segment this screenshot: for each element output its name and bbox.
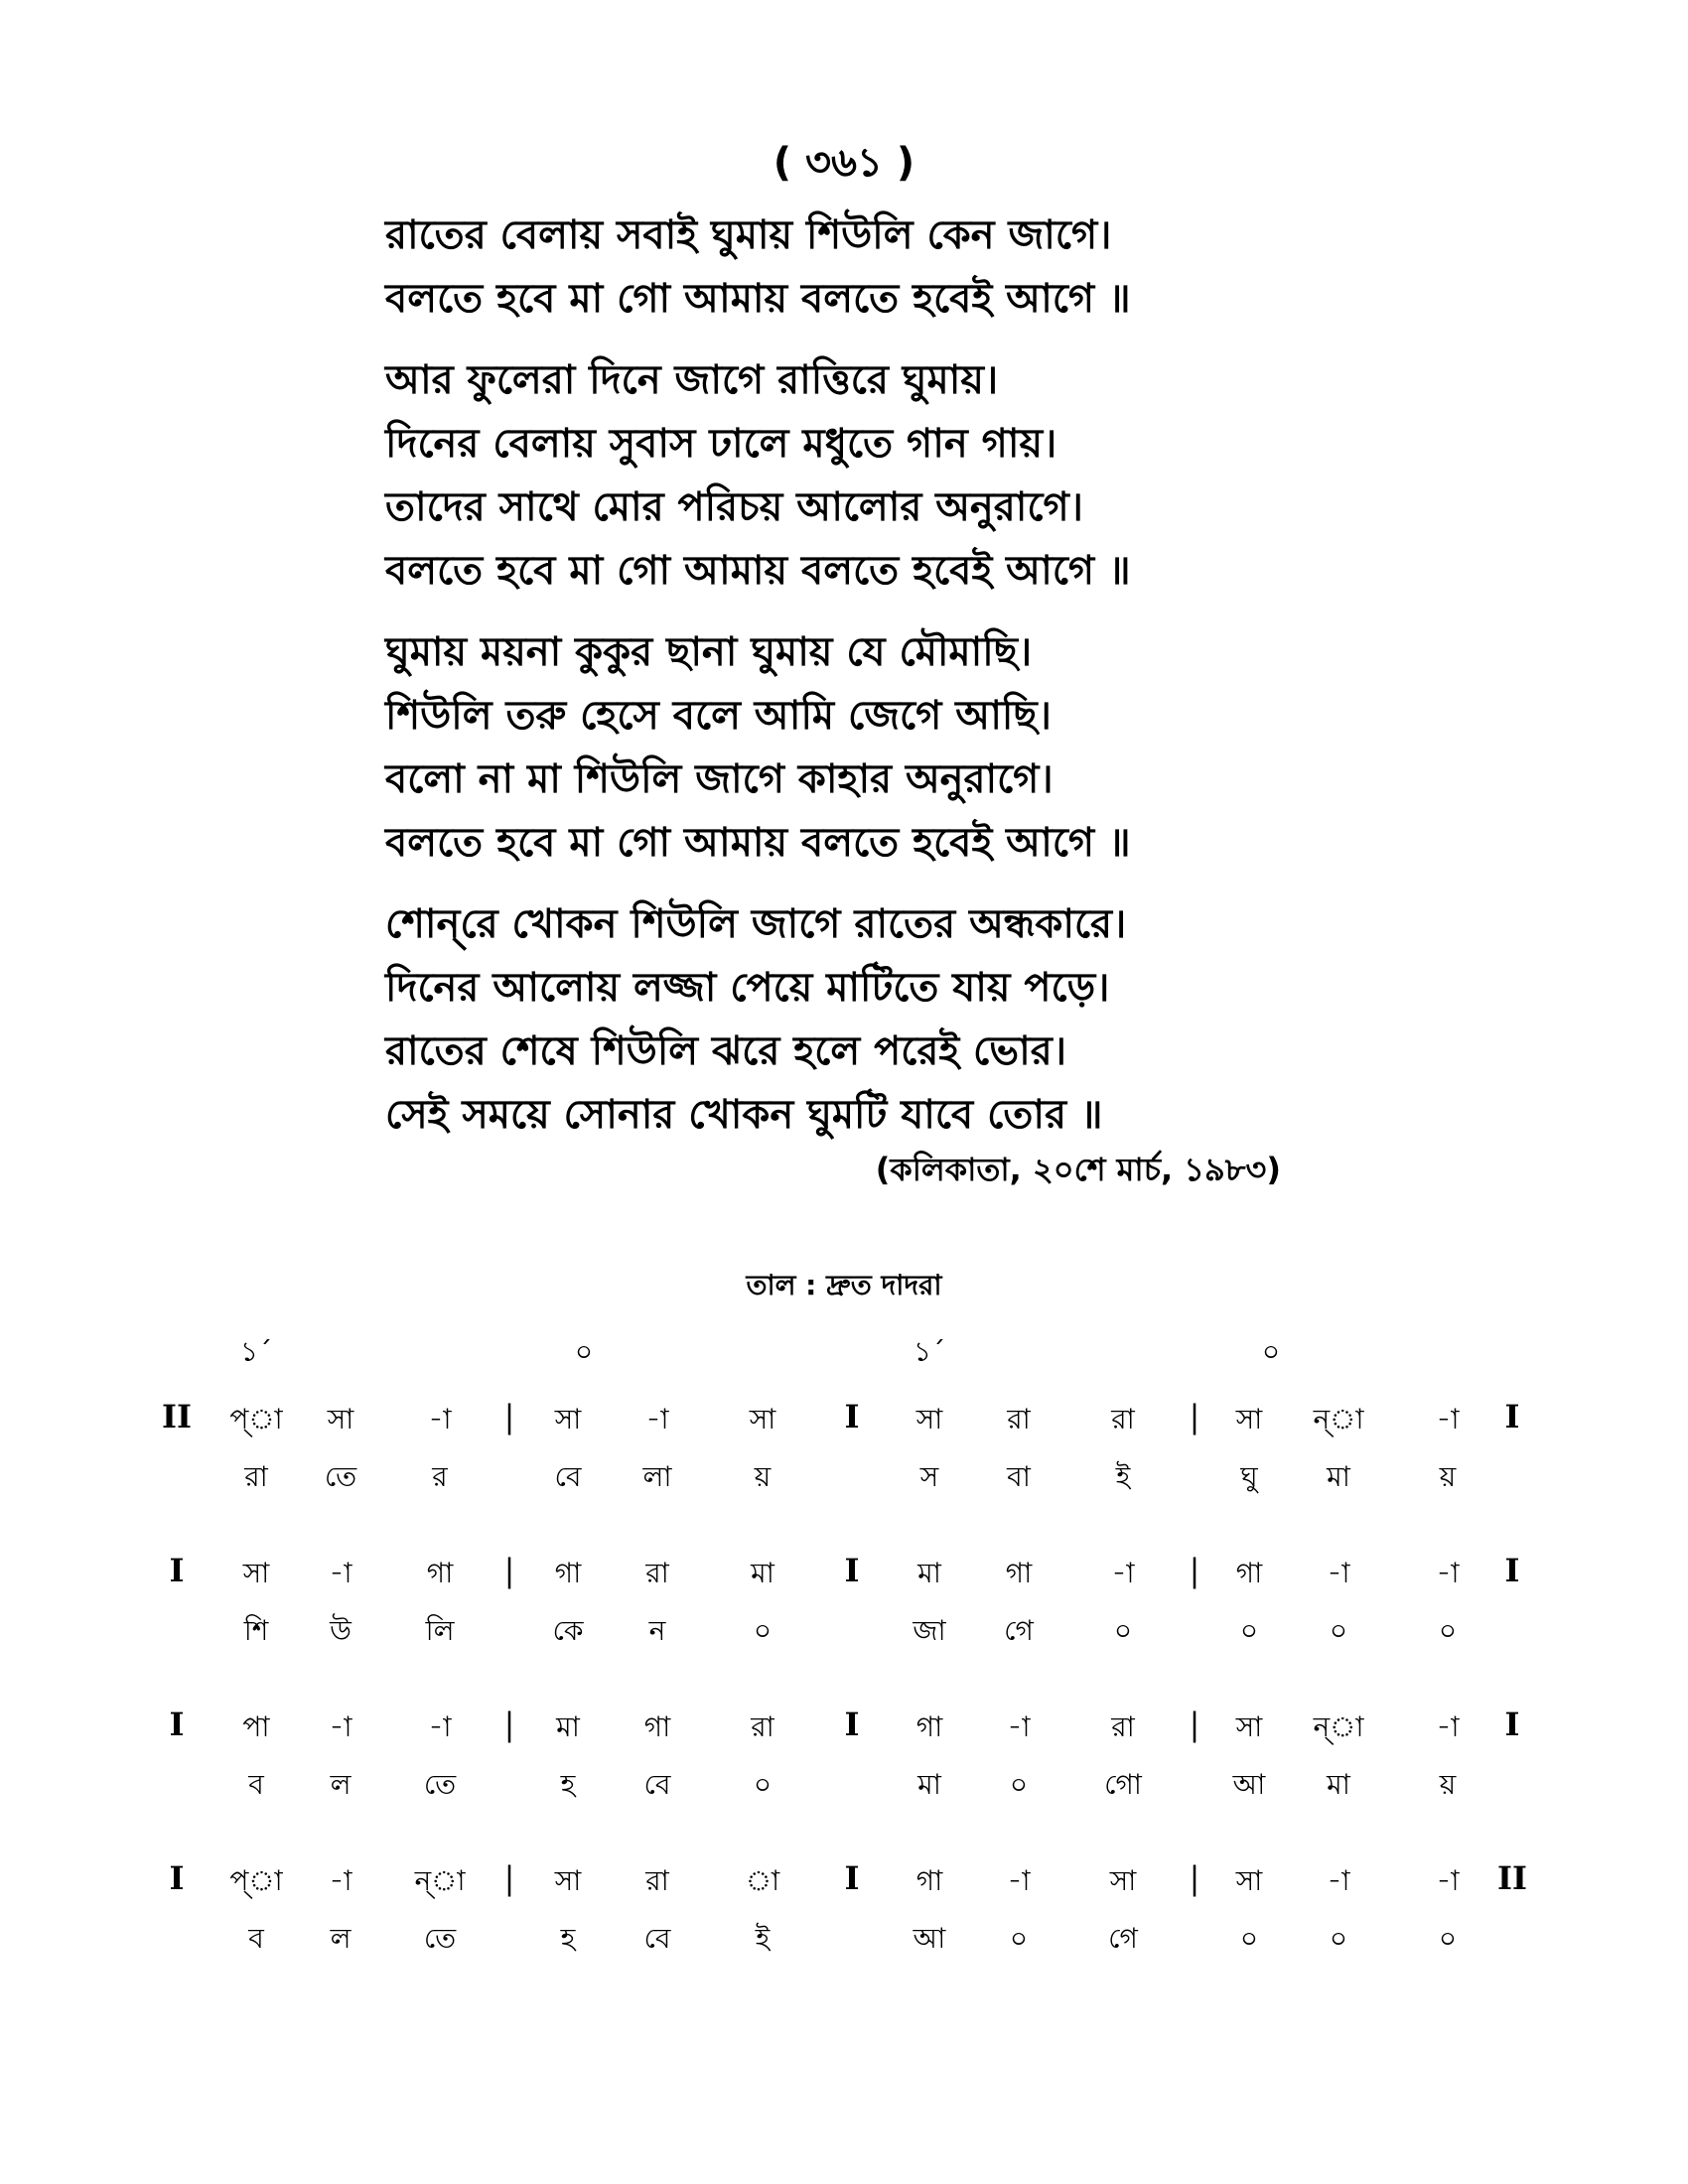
swara-note: -া (1436, 1403, 1460, 1435)
swara-note: গা (643, 1710, 671, 1743)
swara-note: গা (915, 1710, 943, 1743)
swara-note: সা (1235, 1864, 1263, 1897)
lyric-syllable-row (0, 1917, 1688, 1967)
lyric-line: দিনের বেলায় সুবাস ঢালে মধুতে গান গায়। (385, 421, 1057, 467)
lyric-syllable: স (919, 1460, 939, 1493)
lyric-syllable: ০ (1329, 1922, 1348, 1955)
swara-note: রা (645, 1864, 669, 1897)
lyric-syllable: তে (324, 1460, 357, 1493)
swara-note: -া (1327, 1864, 1350, 1897)
lyric-syllable: রা (244, 1460, 268, 1493)
lyric-syllable: ০ (1438, 1614, 1458, 1647)
swara-row (0, 1398, 1688, 1447)
lyric-syllable: লি (425, 1614, 455, 1647)
lyric-syllable-row (0, 1763, 1688, 1813)
lyric-syllable: ০ (1009, 1922, 1029, 1955)
swara-note: -া (329, 1710, 352, 1743)
lyric-syllable: ব (248, 1768, 264, 1801)
lyric-syllable: আ (1232, 1768, 1266, 1801)
swara-note: গা (915, 1864, 943, 1897)
swara-note: রা (1007, 1403, 1031, 1435)
swara-note: -া (329, 1864, 352, 1897)
bar-line: | (503, 1552, 515, 1589)
lyric-syllable: হ (560, 1922, 576, 1955)
dateline: (কলিকাতা, ২০শে মার্চ, ১৯৮৩) (875, 1151, 1281, 1188)
lyrics (385, 204, 1378, 1164)
lyric-syllable: গে (1004, 1614, 1034, 1647)
bar-line: | (1189, 1706, 1200, 1743)
swara-note: প্‌া (229, 1403, 283, 1435)
swara-note: রা (645, 1557, 669, 1589)
lyric-line: বলতে হবে মা গো আমায় বলতে হবেই আগে ॥ (385, 820, 1131, 866)
lyric-syllable: মা (1327, 1460, 1350, 1493)
swara-note: -া (428, 1403, 452, 1435)
swara-note: গা (1005, 1557, 1033, 1589)
swara-note: সা (1235, 1403, 1263, 1435)
swara-note: মা (751, 1557, 774, 1589)
lyric-syllable: বে (643, 1922, 671, 1955)
stanza-2 (385, 348, 1378, 603)
lyric-syllable: ন (648, 1614, 666, 1647)
swara-note: ন্‌া (1313, 1403, 1364, 1435)
swara-note: সা (554, 1403, 582, 1435)
swara-row (0, 1706, 1688, 1755)
stanza-1 (385, 204, 1378, 331)
swara-note: া (745, 1864, 780, 1897)
lyric-syllable: ল (330, 1768, 352, 1801)
swara-note: পা (242, 1710, 270, 1743)
swara-row (0, 1552, 1688, 1601)
swara-note: -া (1436, 1710, 1460, 1743)
lyric-line: রাতের শেষে শিউলি ঝরে হলে পরেই ভোর। (385, 1028, 1066, 1074)
swara-note: রা (1111, 1710, 1135, 1743)
lyric-syllable: ০ (1438, 1922, 1458, 1955)
lyric-line: সেই সময়ে সোনার খোকন ঘুমটি যাবে তোর ॥ (385, 1092, 1103, 1138)
beat-mark: ০ (574, 1335, 594, 1368)
lyric-syllable: ০ (1009, 1768, 1029, 1801)
notation-table (0, 1398, 1688, 2013)
bar-line: | (503, 1859, 515, 1897)
swara-note: মা (917, 1557, 941, 1589)
bar-line: I (1504, 1552, 1520, 1589)
swara-note: গা (554, 1557, 582, 1589)
tala-heading: তাল : দ্রুত দাদরা (746, 1269, 942, 1301)
swara-note: -া (1111, 1557, 1135, 1589)
notation-block (0, 1398, 1688, 1552)
bar-line: II (1497, 1859, 1527, 1897)
swara-note: -া (428, 1710, 452, 1743)
stanza-3 (385, 620, 1378, 875)
stanza-4 (385, 892, 1378, 1147)
bar-line: I (169, 1859, 185, 1897)
swara-row (0, 1859, 1688, 1909)
lyric-syllable: ০ (753, 1614, 773, 1647)
swara-note: সা (554, 1864, 582, 1897)
lyric-syllable: তে (423, 1922, 457, 1955)
bar-line: | (1189, 1552, 1200, 1589)
swara-note: -া (1007, 1710, 1031, 1743)
lyric-syllable: লা (642, 1460, 672, 1493)
beat-mark: ১´ (913, 1335, 946, 1368)
bar-line: I (844, 1859, 860, 1897)
swara-note: রা (751, 1710, 774, 1743)
lyric-syllable-row (0, 1609, 1688, 1659)
lyric-syllable: তে (423, 1768, 457, 1801)
lyric-line: শোন্‌রে খোকন শিউলি জাগে রাতের অন্ধকারে। (385, 901, 1127, 947)
swara-note: গা (426, 1557, 454, 1589)
swara-note: সা (327, 1403, 354, 1435)
swara-note: ন্‌া (1313, 1710, 1364, 1743)
lyric-line: দিনের আলোয় লজ্জা পেয়ে মাটিতে যায় পড়ে। (385, 965, 1110, 1011)
swara-note: সা (915, 1403, 943, 1435)
swara-note: প্‌া (229, 1864, 283, 1897)
swara-note: -া (1327, 1557, 1350, 1589)
lyric-syllable: য় (1439, 1768, 1457, 1801)
beat-marks (0, 1330, 1688, 1380)
lyric-syllable: ০ (1239, 1922, 1259, 1955)
swara-note: সা (1235, 1710, 1263, 1743)
lyric-syllable: ই (755, 1922, 771, 1955)
bar-line: I (1504, 1398, 1520, 1435)
lyric-syllable-row (0, 1455, 1688, 1505)
swara-note: -া (329, 1557, 352, 1589)
swara-note: গা (1235, 1557, 1263, 1589)
lyric-line: আর ফুলেরা দিনে জাগে রাত্তিরে ঘুমায়। (385, 357, 999, 403)
lyric-syllable: উ (330, 1614, 352, 1647)
bar-line: II (162, 1398, 192, 1435)
bar-line: I (1504, 1706, 1520, 1743)
swara-note: মা (556, 1710, 580, 1743)
beat-mark: ০ (1261, 1335, 1281, 1368)
lyric-syllable: শি (243, 1614, 269, 1647)
lyric-syllable: ই (1115, 1460, 1131, 1493)
lyric-syllable: গে (1108, 1922, 1138, 1955)
lyric-syllable: য় (754, 1460, 772, 1493)
bar-line: I (844, 1398, 860, 1435)
swara-note: -া (1007, 1864, 1031, 1897)
lyric-syllable: মা (1327, 1768, 1350, 1801)
bar-line: I (169, 1706, 185, 1743)
notation-block (0, 1706, 1688, 1859)
lyric-syllable: র (432, 1460, 448, 1493)
lyric-syllable: জা (913, 1614, 946, 1647)
lyric-syllable: ঘু (1240, 1460, 1258, 1493)
bar-line: | (503, 1398, 515, 1435)
lyric-syllable: হ (560, 1768, 576, 1801)
lyric-syllable: ল (330, 1922, 352, 1955)
notation-block (0, 1859, 1688, 2013)
lyric-syllable: বে (643, 1768, 671, 1801)
notation-block (0, 1552, 1688, 1706)
lyric-syllable: য় (1439, 1460, 1457, 1493)
swara-note: সা (242, 1557, 270, 1589)
lyric-line: বলতে হবে মা গো আমায় বলতে হবেই আগে ॥ (385, 548, 1131, 594)
bar-line: I (844, 1552, 860, 1589)
lyric-syllable: মা (917, 1768, 941, 1801)
swara-note: রা (1111, 1403, 1135, 1435)
lyric-line: তাদের সাথে মোর পরিচয় আলোর অনুরাগে। (385, 484, 1083, 530)
swara-note: সা (749, 1403, 776, 1435)
lyric-syllable: ০ (1239, 1614, 1259, 1647)
lyric-syllable: ০ (1113, 1614, 1133, 1647)
page-number: ( ৩৬১ ) (773, 140, 915, 186)
swara-note: -া (1436, 1557, 1460, 1589)
lyric-line: বলতে হবে মা গো আমায় বলতে হবেই আগে ॥ (385, 276, 1131, 322)
swara-note: সা (1109, 1864, 1137, 1897)
beat-mark: ১´ (239, 1335, 273, 1368)
swara-note: ন্‌া (414, 1864, 466, 1897)
lyric-syllable: ব (248, 1922, 264, 1955)
lyric-syllable: ০ (1329, 1614, 1348, 1647)
bar-line: | (1189, 1859, 1200, 1897)
lyric-syllable: কে (552, 1614, 584, 1647)
swara-note: -া (1436, 1864, 1460, 1897)
swara-note: -া (645, 1403, 669, 1435)
lyric-line: শিউলি তরু হেসে বলে আমি জেগে আছি। (385, 693, 1052, 739)
lyric-line: বলো না মা শিউলি জাগে কাহার অনুরাগে। (385, 756, 1054, 802)
bar-line: I (169, 1552, 185, 1589)
bar-line: | (1189, 1398, 1200, 1435)
lyric-syllable: ০ (753, 1768, 773, 1801)
bar-line: I (844, 1706, 860, 1743)
lyric-syllable: আ (913, 1922, 946, 1955)
lyric-syllable: গো (1104, 1768, 1142, 1801)
bar-line: | (503, 1706, 515, 1743)
lyric-line: রাতের বেলায় সবাই ঘুমায় শিউলি কেন জাগে। (385, 212, 1112, 258)
lyric-syllable: বে (554, 1460, 582, 1493)
lyric-line: ঘুমায় ময়না কুকুর ছানা ঘুমায় যে মৌমাছি। (385, 629, 1033, 675)
lyric-syllable: বা (1007, 1460, 1031, 1493)
